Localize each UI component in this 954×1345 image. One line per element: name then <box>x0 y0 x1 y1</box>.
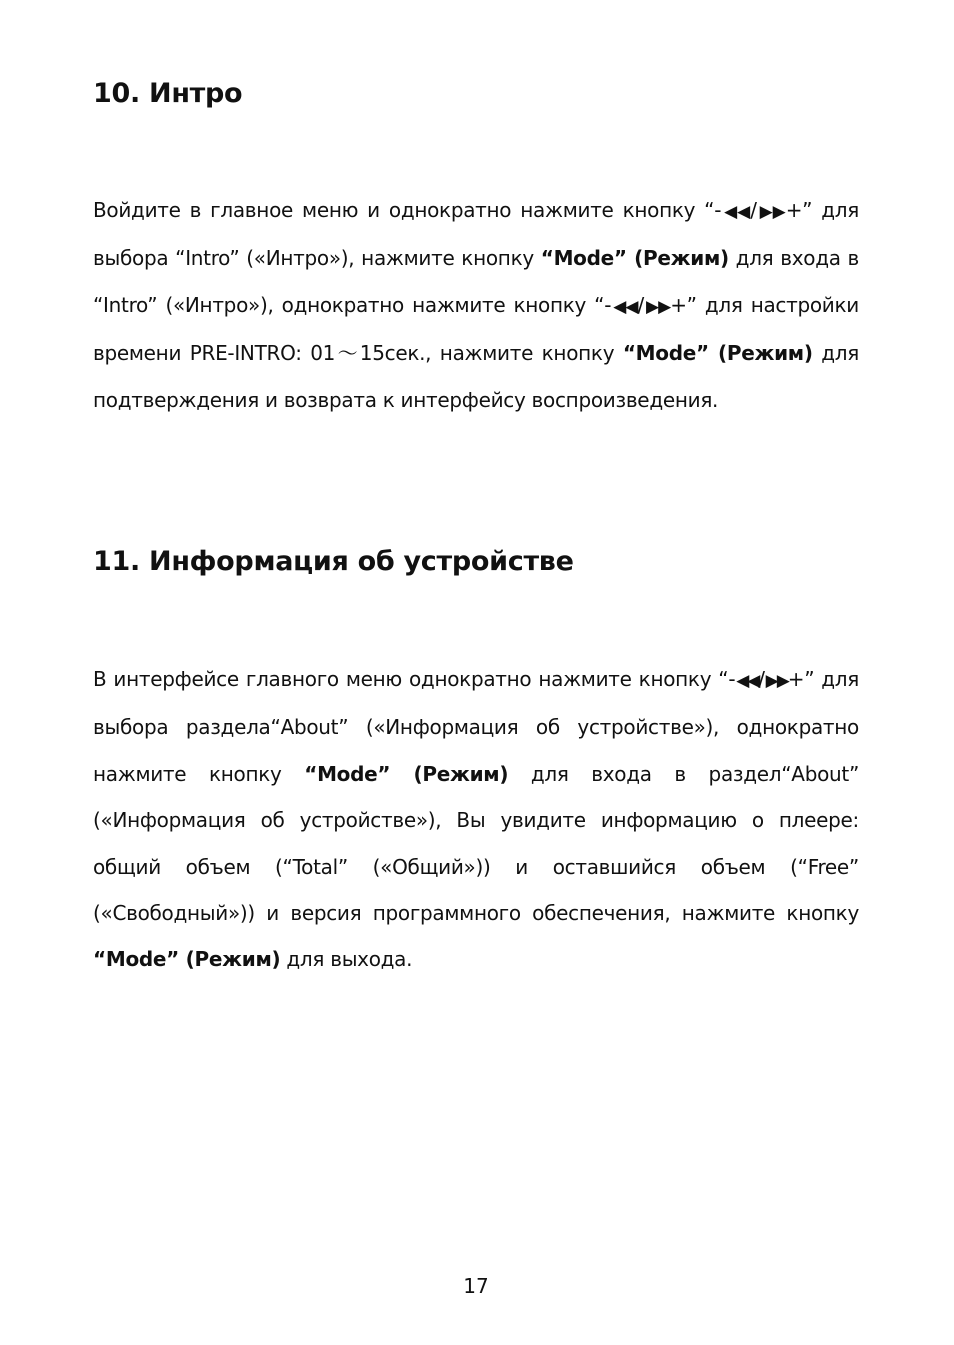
text-run: для выхода. <box>280 947 413 972</box>
text-run: / <box>637 292 644 317</box>
page-number: 17 <box>463 1274 489 1298</box>
text-run: / <box>750 198 757 222</box>
text-run: +” для настройки времени PRE-INTRO: 01～15сек., нажмите кнопку <box>93 292 859 366</box>
mode-button-label: “Mode” (Режим) <box>540 246 729 271</box>
text-run: Войдите в главное меню и однократно нажмите кнопку “- <box>93 198 722 222</box>
fast-forward-icon: ▶▶ <box>756 202 786 222</box>
text-run: для входа в раздел“About” («Информация об устройстве»), Вы увидите информацию о плеере: общий объем (“Total” («Общий»)) и оставшийся объем (“Free” («Свободный»)) и версия программного обеспечения, нажмите кнопку <box>93 761 860 926</box>
text-run: для подтверждения и возврата к интерфейсу воспроизведения. <box>93 341 859 412</box>
mode-button-label: “Mode” (Режим) <box>304 761 509 786</box>
fast-forward-icon: ▶▶ <box>643 296 671 317</box>
mode-button-label: “Mode” (Режим) <box>93 947 281 972</box>
manual-page <box>93 0 859 1345</box>
mode-button-label: “Mode” (Режим) <box>622 341 813 366</box>
rewind-icon: ◀◀ <box>721 202 751 222</box>
fast-forward-icon: ▶▶ <box>764 671 788 691</box>
rewind-icon: ◀◀ <box>611 296 638 317</box>
text-run: +” для выбора “Intro” («Интро»), нажмите кнопку <box>93 198 860 271</box>
text-run: +” для выбора раздела“About” («Информация об устройстве»), однократно нажмите кнопку <box>93 667 860 786</box>
section-11-title: 11. Информация об устройстве <box>93 546 574 577</box>
section-10-paragraph <box>93 187 859 423</box>
rewind-icon: ◀◀ <box>735 671 759 691</box>
section-10-title: 10. Интро <box>93 78 243 109</box>
text-run: В интерфейсе главного меню однократно нажмите кнопку “- <box>93 667 736 691</box>
text-run: / <box>758 667 765 691</box>
text-run: для входа в “Intro” («Интро»), однократно нажмите кнопку “- <box>93 246 859 317</box>
section-11-paragraph <box>93 656 859 983</box>
